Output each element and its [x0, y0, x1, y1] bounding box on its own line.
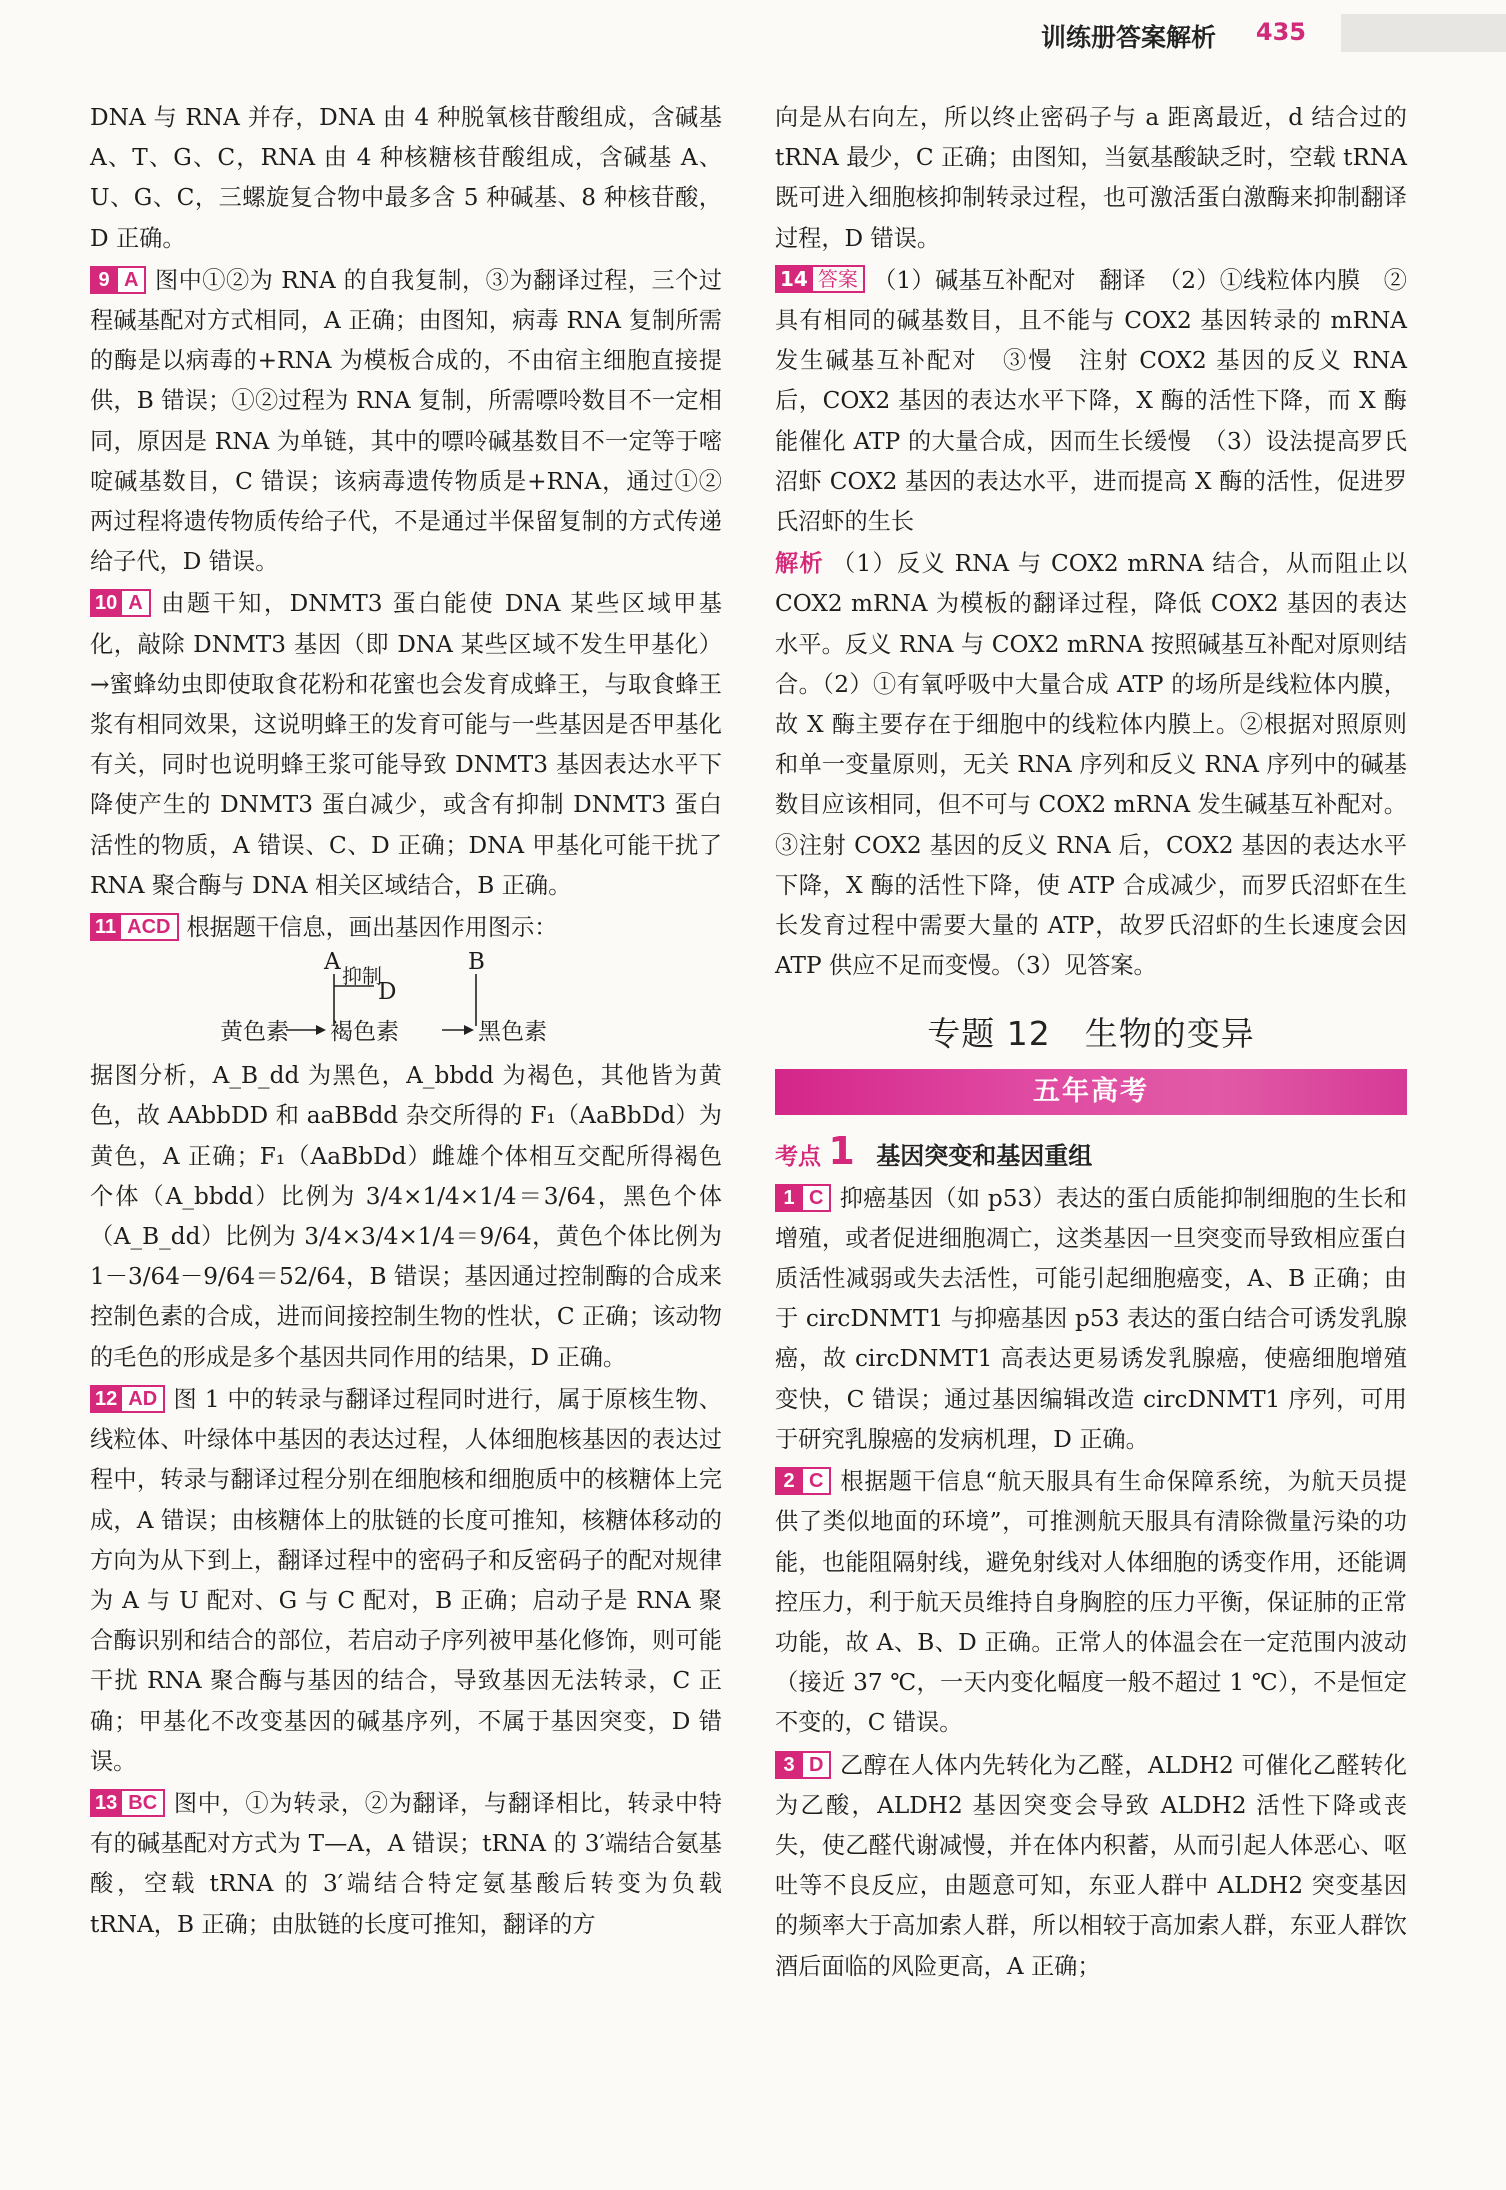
- answer-10: [90, 584, 722, 906]
- answer-10-text: 由题干知，DNMT3 蛋白能使 DNA 某些区域甲基化，敲除 DNMT3 基因（即 DNA 某些区域不发生甲基化）→蜜蜂幼虫即使取食花粉和花蜜也会发育成蜂王，与取食蜂王浆有相同效果，这说明蜂王的发育可能与一些基因是否甲基化有关，同时也说明蜂王浆可能导致 DNMT3 基因表达水平下降使产生的 DNMT3 蛋白减少，或含有抑制 DNMT3 蛋白活性的物质，A 错误、C、D 正确；DNA 甲基化可能干扰了 RNA 聚合酶与 DNA 相关区域结合，B 正确。: [90, 590, 722, 899]
- page-number: 435: [1255, 18, 1306, 46]
- page-header: [0, 0, 1506, 66]
- kaodian-heading: [775, 1129, 1407, 1173]
- question-badge-r3: 3 D: [775, 1751, 831, 1779]
- kaodian-title: 基因突变和基因重组: [876, 1141, 1093, 1170]
- yellow-pigment-label: 黄色素: [220, 1019, 289, 1046]
- answer-14-text: （1）碱基互补配对 翻译 （2）①线粒体内膜 ②具有相同的碱基数目，且不能与 COX2 基因转录的 mRNA 发生碱基互补配对 ③慢 注射 COX2 基因的反义 RNA 后，COX2 基因的表达水平下降，X 酶的活性下降，而 X 酶能催化 ATP 的大量合成，因而生长缓慢 （3）设法提高罗氏沼虾 COX2 基因的表达水平，进而提高 X 酶的活性，促进罗氏沼虾的生长: [775, 266, 1407, 536]
- answer-9-text: 图中①②为 RNA 的自我复制，③为翻译过程，三个过程碱基配对方式相同，A 正确；由图知，病毒 RNA 复制所需的酶是以病毒的+RNA 为模板合成的，不由宿主细胞直接提供，B 错误；①②过程为 RNA 复制，所需嘌呤数目不一定相同，原因是 RNA 为单链，其中的嘌呤碱基数目不一定等于嘧啶碱基数目，C 错误；该病毒遗传物质是+RNA，通过①②两过程将遗传物质传给子代，不是通过半保留复制的方式传递给子代，D 错误。: [90, 266, 722, 576]
- question-badge-12: 12 AD: [90, 1385, 165, 1413]
- answer-11-text: 据图分析，A_B_dd 为黑色，A_bbdd 为褐色，其他皆为黄色，故 AAbbDD 和 aaBBdd 杂交所得的 F₁（AaBbDd）为黄色，A 正确；F₁（AaBbDd）雌雄个体相互交配所得褐色个体（A_bbdd）比例为 3/4×1/4×1/4＝3/64，黑色个体（A_B_dd）比例为 3/4×3/4×1/4＝9/64，黄色个体比例为 1－3/64－9/64＝52/64，B 错误；基因通过控制酶的合成来控制色素的合成，进而间接控制生物的性状，C 正确；该动物的毛色的形成是多个基因共同作用的结果，D 正确。: [90, 1062, 722, 1371]
- answer-11-intro: 11 ACD 根据题干信息，画出基因作用图示：: [90, 908, 722, 948]
- gene-b-label: B: [468, 949, 485, 976]
- header-decor-bar: [1341, 14, 1506, 52]
- question-badge-r1: 1 C: [775, 1184, 831, 1212]
- answer-13-continued: 向是从右向左，所以终止密码子与 a 距离最近，d 结合过的 tRNA 最少，C 正确；由图知，当氨基酸缺乏时，空载 tRNA 既可进入细胞核抑制转录过程，也可激活蛋白激酶来抑制翻译过程，D 错误。: [775, 104, 1407, 252]
- answer-13: [90, 1784, 722, 1945]
- kaodian-label: 考点: [775, 1143, 821, 1170]
- diagram-arrows: [90, 950, 722, 1056]
- answer-r3: [775, 1746, 1407, 1987]
- black-pigment-label: 黑色素: [478, 1019, 547, 1046]
- answer-12: [90, 1380, 722, 1782]
- answer-13-text: 图中，①为转录，②为翻译，与翻译相比，转录中特有的碱基配对方式为 T—A，A 错误；tRNA 的 3′端结合氨基酸，空载 tRNA 的 3′端结合特定氨基酸后转变为负载 tRNA，B 正确；由肽链的长度可推知，翻译的方: [90, 1789, 722, 1938]
- answer-r2: [775, 1462, 1407, 1743]
- analysis-14-text: （1）反义 RNA 与 COX2 mRNA 结合，从而阻止以 COX2 mRNA 为模板的翻译过程，降低 COX2 基因的表达水平。反义 RNA 与 COX2 mRNA 按照碱基互补配对原则结合。（2）①有氧呼吸中大量合成 ATP 的场所是线粒体内膜，故 X 酶主要存在于细胞中的线粒体内膜上。②根据对照原则和单一变量原则，无关 RNA 序列和反义 RNA 序列中的碱基数目应该相同，但不可与 COX2 mRNA 发生碱基互补配对。③注射 COX2 基因的反义 RNA 后，COX2 基因的表达水平下降，X 酶的活性下降，使 ATP 合成减少，而罗氏沼虾在生长发育过程中需要大量的 ATP，故罗氏沼虾的生长速度会因 ATP 供应不足而变慢。（3）见答案。: [775, 550, 1408, 980]
- question-badge-11: 11 ACD: [90, 913, 179, 941]
- question-badge-14: 14 答案: [775, 265, 865, 293]
- answer-9: [90, 261, 722, 583]
- answer-r1: [775, 1179, 1407, 1460]
- answer-r1-text: 抑癌基因（如 p53）表达的蛋白质能抑制细胞的生长和增殖，或者促进细胞凋亡，这类基因一旦突变而导致相应蛋白质活性减弱或失去活性，可能引起细胞癌变，A、B 正确；由于 circDNMT1 与抑癌基因 p53 表达的蛋白结合可诱发乳腺癌，故 circDNMT1 高表达更易诱发乳腺癌，使癌细胞增殖变快，C 错误；通过基因编辑改造 circDNMT1 序列，可用于研究乳腺癌的发病机理，D 正确。: [775, 1184, 1407, 1453]
- gene-d-label: D: [378, 979, 397, 1006]
- answer-r3-text: 乙醇在人体内先转化为乙醛，ALDH2 可催化乙醛转化为乙酸，ALDH2 基因突变会导致 ALDH2 活性下降或丧失，使乙醛代谢减慢，并在体内积蓄，从而引起人体恶心、呕吐等不良反应，由题意可知，东亚人群中 ALDH2 突变基因的频率大于高加索人群，所以相较于高加索人群，东亚人群饮酒后面临的风险更高，A 正确；: [775, 1751, 1407, 1980]
- inhibit-label: 抑制: [342, 964, 382, 989]
- question-badge-13: 13 BC: [90, 1789, 165, 1817]
- question-badge-r2: 2 C: [775, 1467, 831, 1495]
- answer-r2-text: 根据题干信息“航天服具有生命保障系统，为航天员提供了类似地面的环境”，可推测航天服具有清除微量污染的功能，也能阻隔射线，避免射线对人体细胞的诱变作用，还能调控压力，利于航天员维持自身胸腔的压力平衡，保证肺的正常功能，故 A、B、D 正确。正常人的体温会在一定范围内波动（接近 37 ℃，一天内变化幅度一般不超过 1 ℃），不是恒定不变的，C 错误。: [775, 1468, 1407, 1737]
- right-column: [775, 98, 1407, 1989]
- kaodian-number: 1: [828, 1128, 855, 1173]
- left-column: [90, 98, 722, 1947]
- section-banner: 五年高考: [775, 1069, 1407, 1115]
- answer-12-text: 图 1 中的转录与翻译过程同时进行，属于原核生物、线粒体、叶绿体中基因的表达过程，人体细胞核基因的表达过程中，转录与翻译过程分别在细胞核和细胞质中的核糖体上完成，A 错误；由核糖体上的肽链的长度可推知，核糖体移动的方向为从下到上，翻译过程中的密码子和反密码子的配对规律为 A 与 U 配对、G 与 C 配对，B 正确；启动子是 RNA 聚合酶识别和结合的部位，若启动子序列被甲基化修饰，则可能干扰 RNA 聚合酶与基因的结合，导致基因无法转录，C 正确；甲基化不改变基因的碱基序列，不属于基因突变，D 错误。: [90, 1385, 722, 1775]
- gene-action-diagram: [90, 950, 722, 1056]
- question-badge-10: 10 A: [90, 589, 151, 617]
- header-title: 训练册答案解析: [1040, 23, 1216, 52]
- answer-14: [775, 261, 1407, 542]
- section-title: 专题 12 生物的变异: [927, 1014, 1255, 1054]
- analysis-14: [775, 544, 1407, 986]
- question-badge-9: 9 A: [90, 266, 146, 294]
- analysis-label: 解析: [775, 550, 824, 578]
- gene-a-label: A: [324, 949, 341, 976]
- brown-pigment-label: 褐色素: [330, 1019, 399, 1046]
- intro-paragraph: DNA 与 RNA 并存，DNA 由 4 种脱氧核苷酸组成，含碱基 A、T、G、C，RNA 由 4 种核糖核苷酸组成，含碱基 A、U、G、C，三螺旋复合物中最多含 5 种碱基、8 种核苷酸，D 正确。: [90, 104, 722, 252]
